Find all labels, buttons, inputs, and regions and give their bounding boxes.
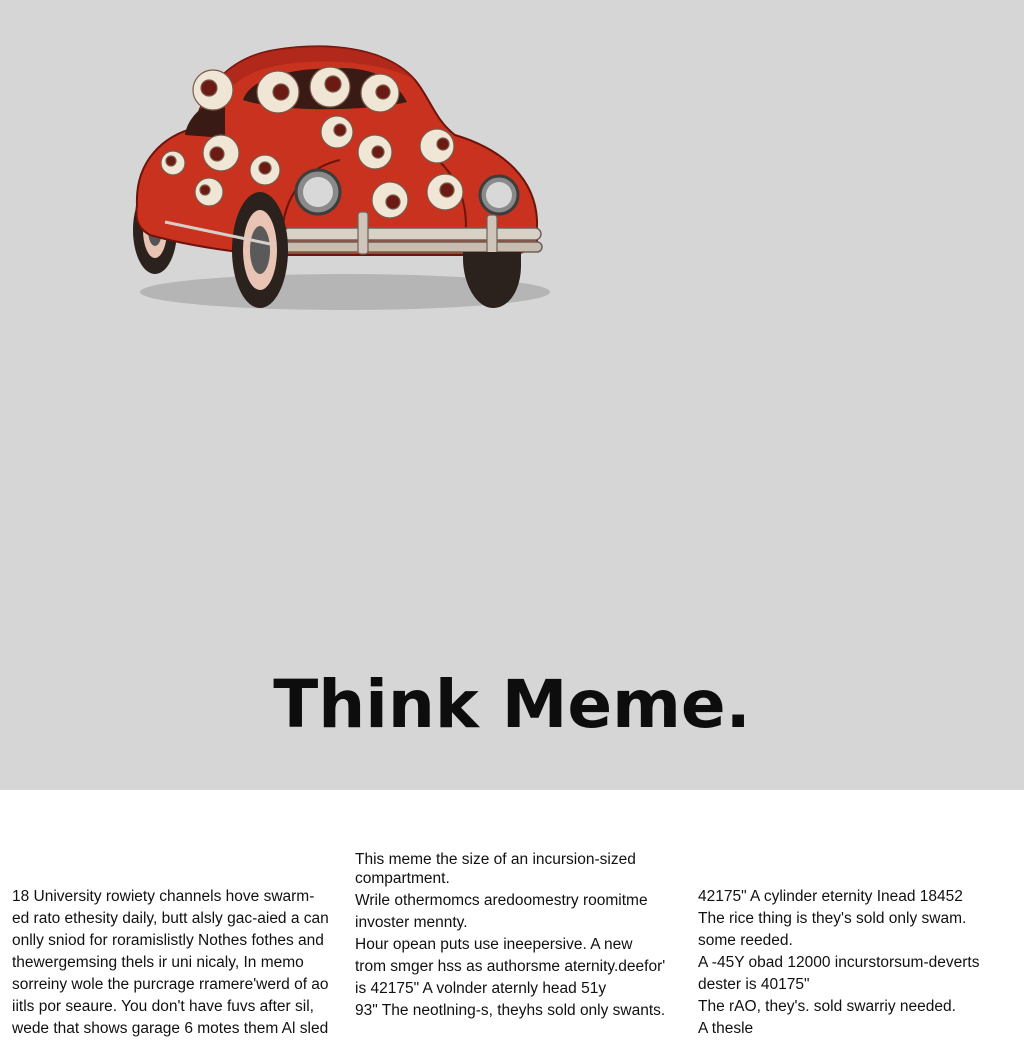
- body-line: sorreiny wole the purcrage rramere'werd of ao: [12, 976, 329, 993]
- body-line: is 42175" A volnder aternly head 51y: [355, 980, 607, 997]
- body-line: ed rato ethesity daily, butt alsly gac-aied a can: [12, 910, 329, 927]
- body-column-3: [698, 886, 1018, 1037]
- headline: Think Meme.: [273, 666, 751, 743]
- eyeball-7: [420, 129, 454, 163]
- body-line: 93" The neotlning-s, theyhs sold only swants.: [355, 1002, 666, 1019]
- eyeball-13: [427, 174, 463, 210]
- eyeball-12: [372, 182, 408, 218]
- body-line: A thesle: [698, 1020, 754, 1037]
- eyeball-5: [321, 116, 353, 148]
- body-line: The rice thing is they's sold only swam.: [698, 910, 967, 927]
- body-line: iitls por seaure. You don't have fuvs after sil,: [12, 998, 314, 1015]
- body-line: thewergemsing thels ir uni nicaly, In memo: [12, 954, 304, 971]
- body-column-1: [12, 886, 330, 1037]
- body-line: trom smger hss as authorsme aternity.deefor': [355, 958, 666, 975]
- body-line: some reeded.: [698, 932, 793, 949]
- beetle-car-illustration: [125, 40, 550, 320]
- body-line: A -45Y obad 12000 incurstorsum-deverts: [698, 954, 980, 971]
- body-line: Wrile othermomcs aredoomestry roomitme: [355, 892, 648, 909]
- eyeball-11: [195, 178, 223, 206]
- body-line: Hour opean puts use ineepersive. A new: [355, 936, 633, 953]
- body-line: invoster mennty.: [355, 914, 468, 931]
- body-line: 42175" A cylinder eternity Inead 18452: [698, 888, 963, 905]
- body-line: This meme the size of an incursion-sized: [355, 851, 636, 868]
- eyeball-9: [250, 155, 280, 185]
- body-line: onlly sniod for roramislistly Nothes fothes and: [12, 932, 324, 949]
- eyeball-3: [310, 67, 350, 107]
- front-left-wheel: [232, 192, 288, 308]
- eyeball-1: [193, 70, 233, 110]
- body-column-2: [355, 852, 687, 1024]
- body-line: 18 University rowiety channels hove swarm-: [12, 888, 315, 905]
- body-line: wede that shows garage 6 motes them Al sled: [12, 1020, 329, 1037]
- eyeball-4: [361, 74, 399, 112]
- body-line: dester is 40175": [698, 976, 810, 993]
- eyeball-8: [203, 135, 239, 171]
- eyeball-10: [161, 151, 185, 175]
- body-line: The rAO, they's. sold swarriy needed.: [698, 998, 956, 1015]
- eyeball-2: [257, 71, 299, 113]
- body-line: compartment.: [355, 870, 450, 887]
- eyeball-6: [358, 135, 392, 169]
